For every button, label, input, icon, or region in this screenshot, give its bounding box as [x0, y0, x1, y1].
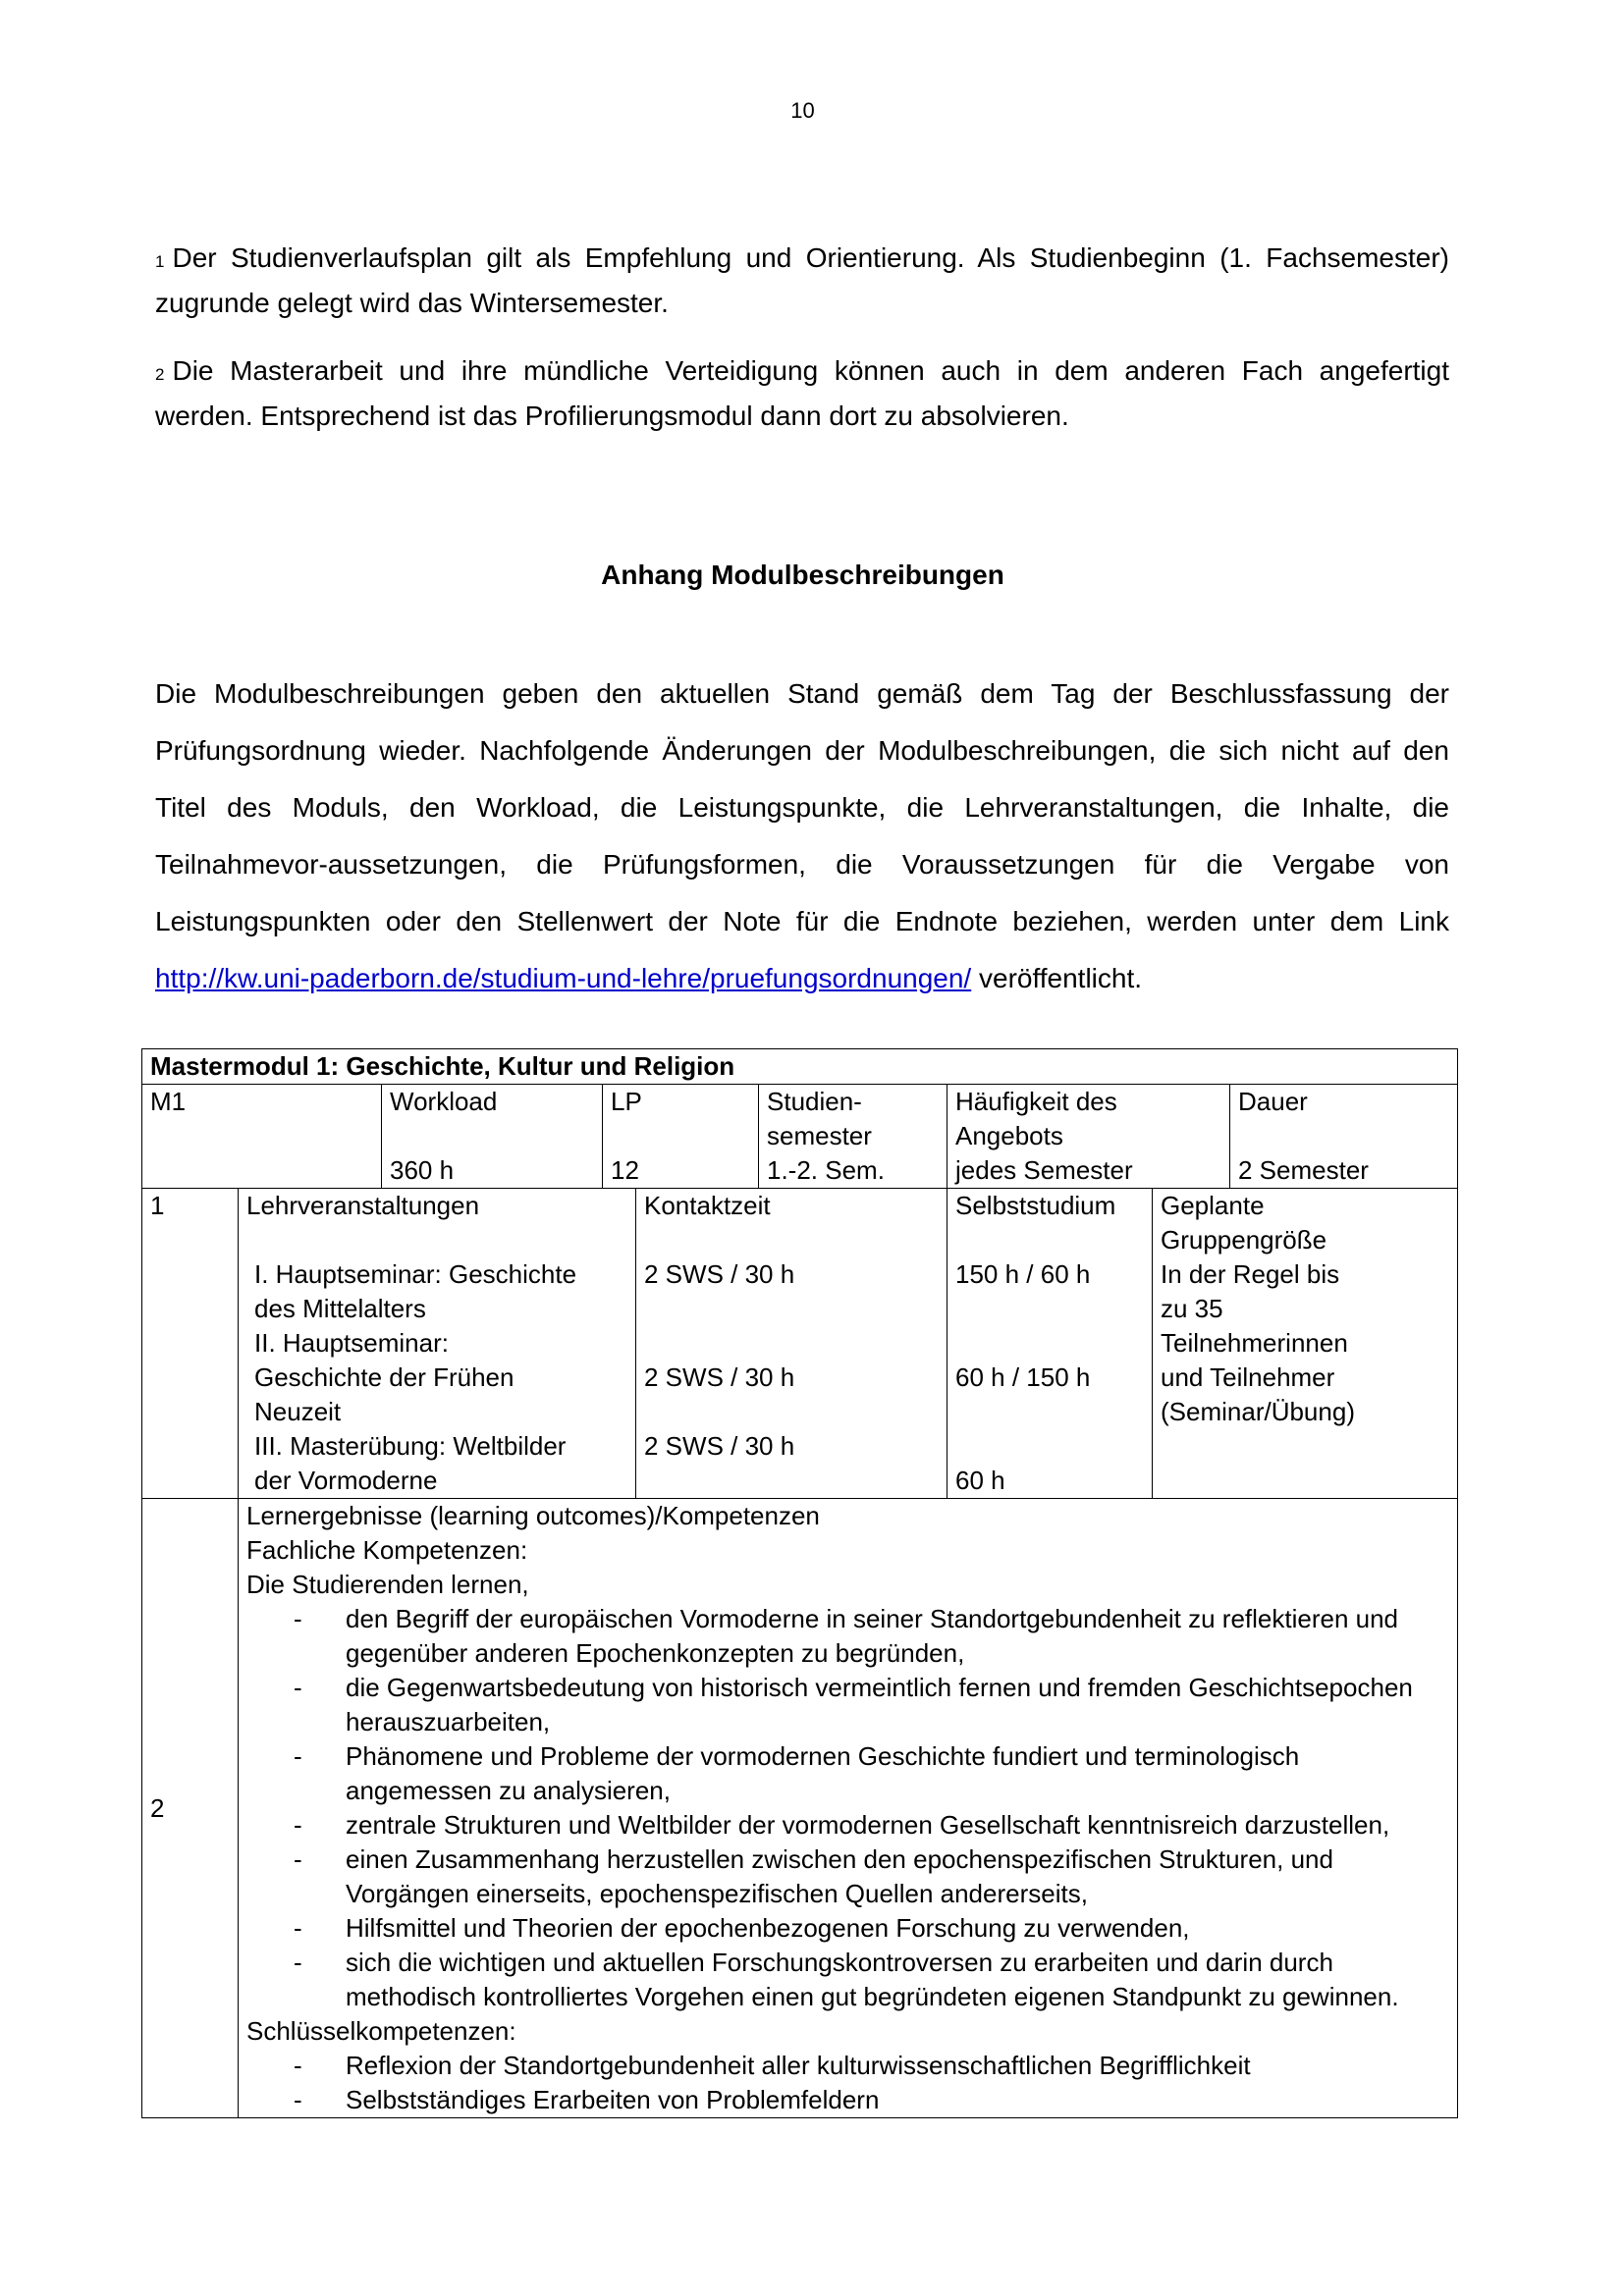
contact-label: Kontaktzeit — [644, 1191, 771, 1220]
group-size-cell — [1153, 1189, 1458, 1499]
semester-cell — [759, 1085, 947, 1189]
semester-label: Studien- — [767, 1087, 862, 1116]
module-title: Mastermodul 1: Geschichte, Kultur und Religion — [142, 1049, 1458, 1085]
course-1-cont: des Mittelalters — [254, 1294, 426, 1323]
regulations-link[interactable]: http://kw.uni-paderborn.de/studium-und-lehre/pruefungsordnungen/ — [155, 963, 972, 993]
row-number: 2 — [142, 1499, 239, 2118]
list-item: - sich die wichtigen und aktuellen Forschungskontroversen zu erarbeiten und darin durch methodisch kontrolliertes Vorgehen einen gut begründeten eigenen Standpunkt zu gewinnen. — [246, 1946, 1437, 2014]
footnote-2 — [155, 348, 1449, 439]
key-competences-label: Schlüsselkompetenzen: — [246, 2016, 516, 2046]
group-size-line-4: und Teilnehmer — [1161, 1362, 1335, 1392]
group-size-label-2: Gruppengröße — [1161, 1225, 1327, 1255]
outcomes-lead: Die Studierenden lernen, — [246, 1570, 529, 1599]
semester-label-2: semester — [767, 1121, 872, 1150]
module-row-1 — [142, 1189, 1458, 1499]
duration-label: Dauer — [1238, 1087, 1308, 1116]
frequency-value: jedes Semester — [955, 1155, 1133, 1185]
duration-cell — [1230, 1085, 1458, 1189]
courses-label: Lehrveranstaltungen — [246, 1191, 480, 1220]
frequency-label-2: Angebots — [955, 1121, 1063, 1150]
module-code: M1 — [150, 1087, 187, 1116]
list-item: - einen Zusammenhang herzustellen zwischen den epochenspezifischen Strukturen, und Vorgängen einerseits, epochenspezifischen Quellen andererseits, — [246, 1842, 1437, 1911]
contact-value-3: 2 SWS / 30 h — [644, 1431, 795, 1461]
list-item: - die Gegenwartsbedeutung von historisch vermeintlich fernen und fremden Geschichtsepochen herauszuarbeiten, — [246, 1671, 1437, 1739]
self-study-value-2: 60 h / 150 h — [955, 1362, 1091, 1392]
self-study-cell — [947, 1189, 1153, 1499]
group-size-line-5: (Seminar/Übung) — [1161, 1397, 1355, 1426]
duration-value: 2 Semester — [1238, 1155, 1369, 1185]
self-study-label: Selbststudium — [955, 1191, 1116, 1220]
outcomes-cell — [239, 1499, 1458, 2118]
course-2: II. Hauptseminar: — [254, 1328, 449, 1358]
list-item: - den Begriff der europäischen Vormoderne in seiner Standortgebundenheit zu reflektieren und gegenüber anderen Epochenkonzepten zu begründen, — [246, 1602, 1437, 1671]
list-item: - Reflexion der Standortgebundenheit aller kulturwissenschaftlichen Begrifflichkeit — [246, 2049, 1437, 2083]
key-competences-list — [246, 2049, 1437, 2117]
workload-label: Workload — [390, 1087, 498, 1116]
lp-value: 12 — [611, 1155, 639, 1185]
group-size-line-1: In der Regel bis — [1161, 1259, 1340, 1289]
list-item: - zentrale Strukturen und Weltbilder der vormodernen Gesellschaft kenntnisreich darzustellen, — [246, 1808, 1437, 1842]
workload-cell — [382, 1085, 603, 1189]
subject-competences-label: Fachliche Kompetenzen: — [246, 1535, 528, 1565]
footnote-1 — [155, 236, 1449, 326]
lp-cell — [603, 1085, 759, 1189]
course-3-cont: der Vormoderne — [254, 1466, 438, 1495]
list-item: - Phänomene und Probleme der vormodernen Geschichte fundiert und terminologisch angemessen zu analysieren, — [246, 1739, 1437, 1808]
course-1: I. Hauptseminar: Geschichte — [254, 1259, 577, 1289]
intro-text-end: veröffentlicht. — [971, 963, 1143, 993]
footnote-mark: 1 — [155, 252, 165, 271]
contact-cell — [636, 1189, 947, 1499]
group-size-label: Geplante — [1161, 1191, 1265, 1220]
self-study-value-1: 150 h / 60 h — [955, 1259, 1091, 1289]
list-item: - Hilfsmittel und Theorien der epochenbezogenen Forschung zu verwenden, — [246, 1911, 1437, 1946]
footnote-text: Der Studienverlaufsplan gilt als Empfehlung und Orientierung. Als Studienbeginn (1. Fachsemester) zugrunde gelegt wird das Wintersemester. — [155, 242, 1449, 318]
contact-value-2: 2 SWS / 30 h — [644, 1362, 795, 1392]
module-code-cell — [142, 1085, 382, 1189]
contact-value-1: 2 SWS / 30 h — [644, 1259, 795, 1289]
frequency-label: Häufigkeit des — [955, 1087, 1117, 1116]
list-item: - Selbstständiges Erarbeiten von Problemfeldern — [246, 2083, 1437, 2117]
row-number: 1 — [142, 1189, 239, 1499]
course-2-cont-2: Neuzeit — [254, 1397, 342, 1426]
lp-label: LP — [611, 1087, 642, 1116]
footnote-text: Die Masterarbeit und ihre mündliche Verteidigung können auch in dem anderen Fach angefertigt werden. Entsprechend ist das Profilierungsmodul dann dort zu absolvieren. — [155, 355, 1449, 431]
appendix-heading: Anhang Modulbeschreibungen — [601, 560, 1004, 590]
outcomes-heading: Lernergebnisse (learning outcomes)/Kompetenzen — [246, 1501, 820, 1530]
group-size-line-2: zu 35 — [1161, 1294, 1223, 1323]
courses-cell — [239, 1189, 636, 1499]
course-2-cont: Geschichte der Frühen — [254, 1362, 514, 1392]
self-study-value-3: 60 h — [955, 1466, 1005, 1495]
frequency-cell — [947, 1085, 1230, 1189]
workload-value: 360 h — [390, 1155, 455, 1185]
group-size-line-3: Teilnehmerinnen — [1161, 1328, 1348, 1358]
module-row-2 — [142, 1499, 1458, 2118]
subject-competences-list — [246, 1602, 1437, 2014]
page-number: 10 — [790, 98, 815, 123]
module-header-row — [142, 1085, 1458, 1189]
semester-value: 1.-2. Sem. — [767, 1155, 885, 1185]
intro-text: Die Modulbeschreibungen geben den aktuellen Stand gemäß dem Tag der Beschlussfassung der Prüfungsordnung wieder. Nachfolgende Änderungen der Modulbeschreibungen, die sich nicht auf den Titel des Moduls, den Workload, die Leistungspunkte, die Lehrveranstaltungen, die Inhalte, die Teilnahmevor-aussetzungen, die Prüfungsformen, die Voraussetzungen für die Vergabe von Leistungspunkten oder den Stellenwert der Note für die Endnote beziehen, werden unter dem Link — [155, 678, 1449, 936]
intro-paragraph — [155, 666, 1449, 1007]
course-3: III. Masterübung: Weltbilder — [254, 1431, 567, 1461]
footnote-mark: 2 — [155, 365, 165, 384]
module-table — [141, 1048, 1458, 2118]
